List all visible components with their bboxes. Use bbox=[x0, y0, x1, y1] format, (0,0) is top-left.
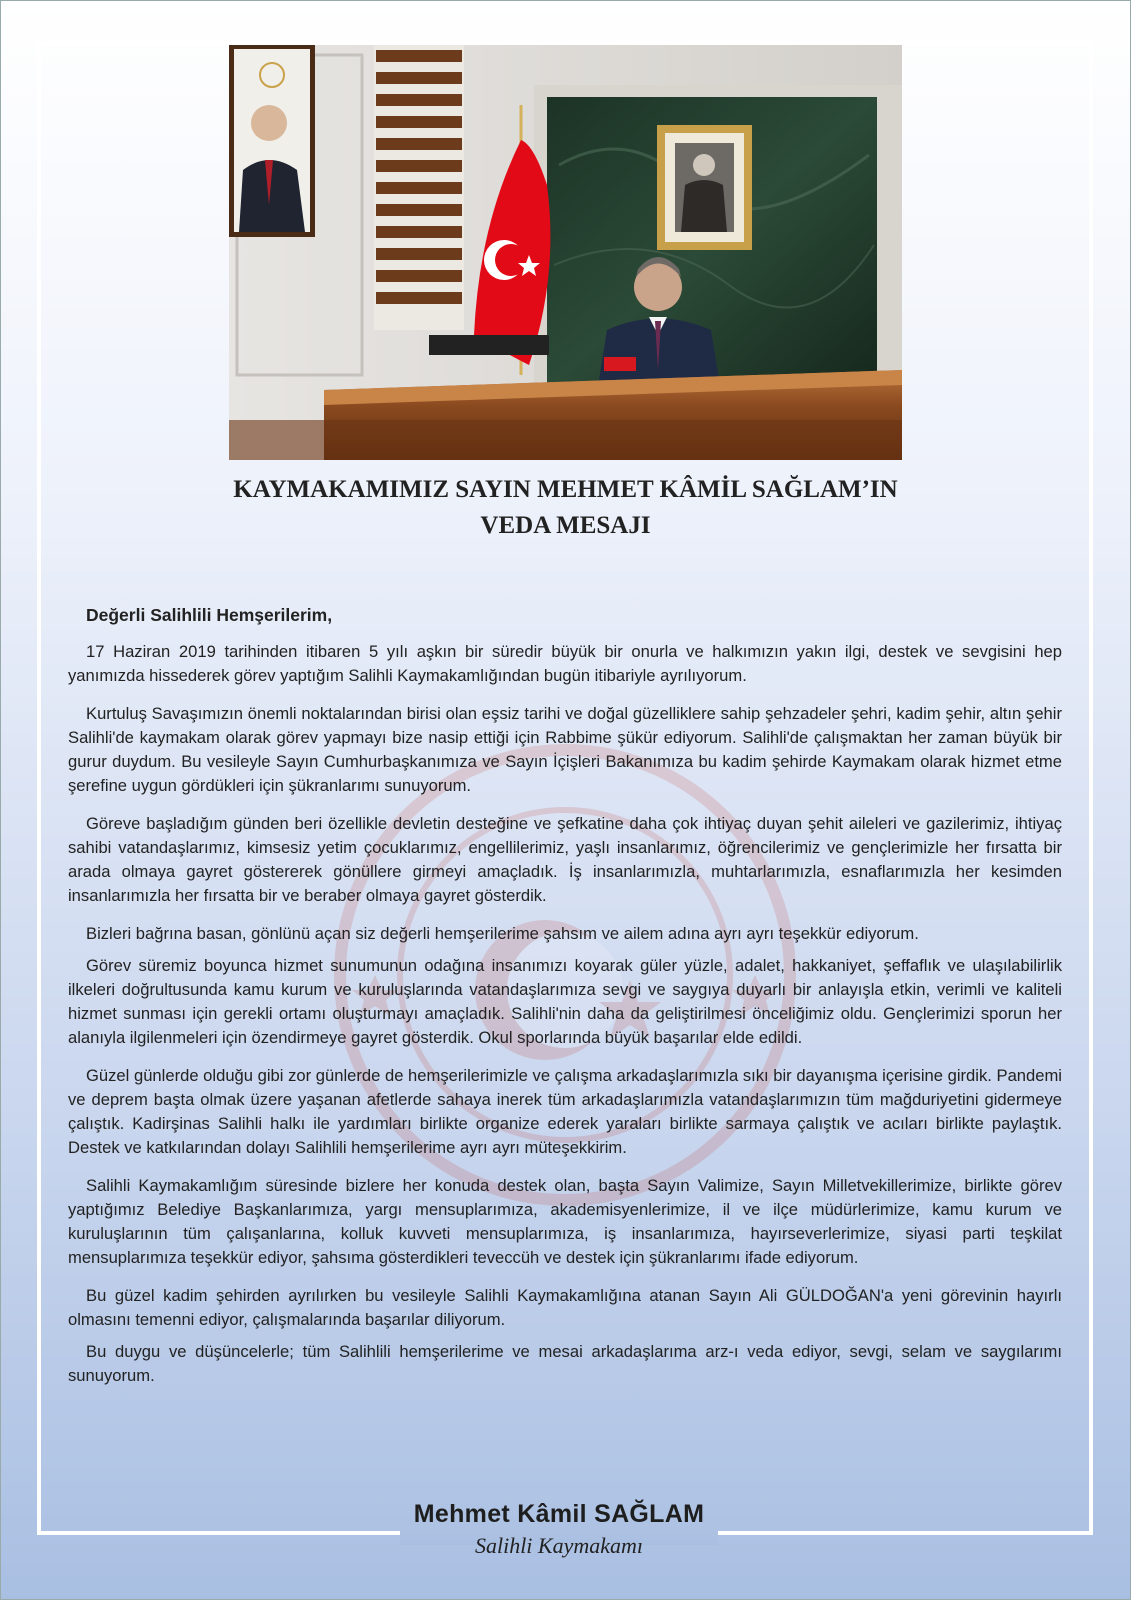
signature-block bbox=[400, 1500, 718, 1559]
document-title bbox=[150, 472, 981, 544]
window-blinds bbox=[374, 45, 464, 330]
portrait-frame-left bbox=[229, 45, 315, 237]
paragraph-3: Göreve başladığım günden beri özellikle devletin desteğine ve şefkatine daha çok ihtiyaç duyan şehit aileleri ve gazilerimiz, ihtiyaç sahibi vatandaşlarımız, kimsesiz yetim çocuklarımız, engellilerimiz, yaşlı insanlarımız, öğrencilerimiz ve gençlerimizle her fırsatta bir arada olmaya gayret göstererek gönüllere girmeyi amaçladık. İş insanlarımızla, muhtarlarımızla, esnaflarımızla her kesimden insanlarımızla her fırsatta bir ve beraber olmaya gayret gösterdik. bbox=[68, 814, 1062, 905]
portrait-frame-center bbox=[657, 125, 752, 250]
title-line-2: VEDA MESAJI bbox=[480, 512, 651, 539]
paragraph-6: Güzel günlerde olduğu gibi zor günlerde de hemşerilerimizle ve çalışma arkadaşlarımızla sıkı bir dayanışma içerisine girdik. Pandemi ve deprem başta olmak üzere yaşanan afetlerde sahaya inerek tüm arkadaşlarımızla vatandaşlarımızın tüm mağduriyetini gidermeye çalıştık. Kadirşinas Salihli halkı ile yardımları birlikte organize ederek yaraları birlikte sarmaya çalıştık ve acıları birlikte paylaştık. Destek ve katkılarından dolayı Salihlili hemşerilerime ayrı ayrı müteşekkirim. bbox=[68, 1066, 1062, 1157]
paragraph-2: Kurtuluş Savaşımızın önemli noktalarından birisi olan eşsiz tarihi ve doğal güzelliklere sahip şehzadeler şehri, kadim şehir, altın şehir Salihli'de kaymakam olarak görev yapmayı bize nasip ettiği için Rabbime şükür ediyorum. Salihli'de çalışmaktan her zaman büyük bir gurur duydum. Bu vesileyle Sayın Cumhurbaşkanımıza ve Sayın İçişleri Bakanımıza bu kadim şehirde Kaymakam olarak hizmet etme şerefine uygun gördükleri için şükranlarımı sunuyorum. bbox=[68, 704, 1062, 795]
salutation: Değerli Salihlili Hemşerilerim, bbox=[86, 605, 333, 625]
office-photo bbox=[229, 45, 902, 460]
signatory-name: Mehmet Kâmil SAĞLAM bbox=[413, 1500, 705, 1528]
paragraph-7: Salihli Kaymakamlığım süresinde bizlere her konuda destek olan, başta Sayın Valimize, Sayın Milletvekillerimize, birlikte görev yaptığımız Belediye Başkanlarımıza, yargı mensuplarımıza, akademisyenlerimize, il ve ilçe müdürlerimize, kamu kurum ve kuruluşlarının tüm çalışanlarına, kolluk kuvveti mensuplarımıza, iş insanlarımıza, hayırseverlerimize, siyasi parti teşkilat mensuplarımıza teşekkür ediyor, şahsıma gösterdikleri teveccüh ve destek için şükranlarımı ifade ediyorum. bbox=[68, 1176, 1062, 1267]
paragraph-9: Bu duygu ve düşüncelerle; tüm Salihlili hemşerilerime ve mesai arkadaşlarıma arz-ı veda ediyor, sevgi, selam ve saygılarımı sunuyorum. bbox=[68, 1342, 1062, 1385]
paragraph-8: Bu güzel kadim şehirden ayrılırken bu vesileyle Salihli Kaymakamlığına atanan Sayın Ali GÜLDOĞAN'a yeni görevinin hayırlı olmasını temenni ediyor, çalışmalarında başarılar diliyorum. bbox=[68, 1286, 1062, 1329]
title-line-1: KAYMAKAMIMIZ SAYIN MEHMET KÂMİL SAĞLAM’IN bbox=[233, 476, 898, 503]
paragraph-1: 17 Haziran 2019 tarihinden itibaren 5 yılı aşkın bir süredir büyük bir onurla ve halkımızın yakın ilgi, destek ve sevgisini hep yanımızda hissederek görev yaptığım Salihli Kaymakamlığından bugün itibariyle ayrılıyorum. bbox=[68, 642, 1062, 685]
letter-body bbox=[68, 603, 1062, 1396]
paragraph-4: Bizleri bağrına basan, gönlünü açan siz değerli hemşerilerime şahsım ve ailem adına ayrı ayrı teşekkür ediyorum. bbox=[86, 924, 919, 943]
paragraph-5: Görev süremiz boyunca hizmet sunumunun odağına insanımızı koyarak güler yüzle, adalet, hakkaniyet, şeffaflık ve ulaşılabilirlik ilkeleri doğrultusunda kamu kurum ve kuruluşlarında vatandaşlarımıza sevgi ve saygıya duyarlı bir anlayışla etkin, verimli ve kaliteli hizmet sunması için gerekli ortamı oluşturmayı amaçladık. Salihli'nin daha da geliştirilmesi önceliğimiz oldu. Gençlerimizi sporun her alanıyla ilgilenmeleri için özendirmeye gayret gösterdik. Okul sporlarında büyük başarılar elde edildi. bbox=[68, 956, 1062, 1047]
signatory-role: Salihli Kaymakamı bbox=[474, 1533, 644, 1558]
